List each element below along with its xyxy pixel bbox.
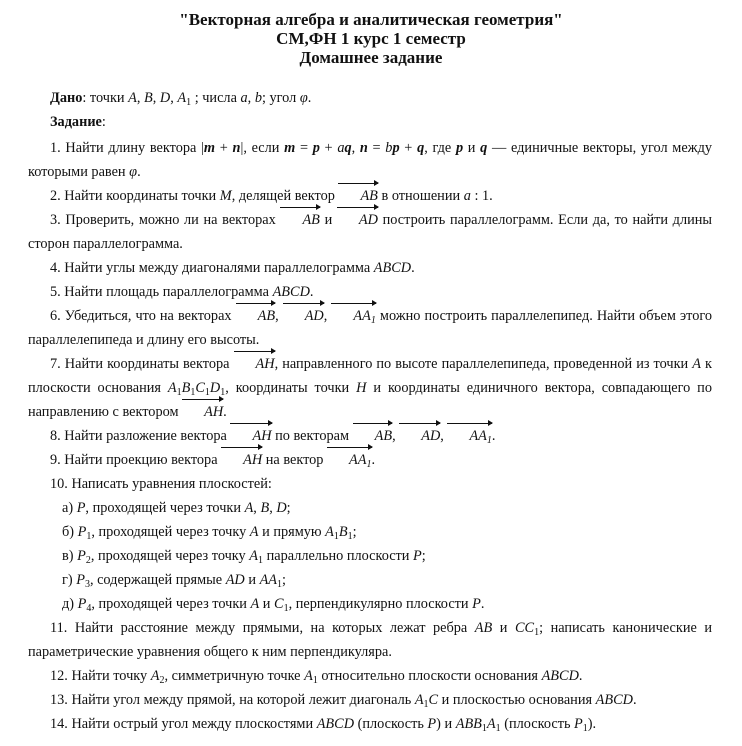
text: , направленного по высоте параллелепипеда, проведенной из точки	[274, 356, 693, 372]
task-item-9	[28, 448, 712, 472]
vector-aa1: $AA_1$	[447, 424, 491, 448]
task-item-13: 13. Найти угол между прямой, на которой лежит диагональ $A_1C$ и плоскостью основания ABCD.	[50, 692, 637, 710]
text: .	[489, 188, 493, 204]
text: , перпендикулярно плоскости	[288, 596, 473, 612]
vector-ab: AB	[353, 424, 392, 448]
document-title: "Векторная алгебра и аналитическая геометрия"	[179, 10, 563, 29]
text: Найти угол между прямой, на которой лежит диагональ	[67, 692, 415, 708]
text: .	[371, 452, 376, 468]
text: Найти углы между диагоналями параллелограмма	[60, 260, 374, 276]
text: и	[244, 572, 260, 588]
vector-ad: AD	[337, 208, 378, 232]
item-number: 7.	[50, 356, 61, 372]
task-item-10d: г) $P_3$, содержащей прямые AD и $AA_1$;	[62, 572, 287, 590]
text: ) и	[436, 716, 456, 732]
item-number: 6.	[50, 308, 61, 324]
text: в отношении	[377, 188, 464, 204]
task-item-10b: б) $P_1$, проходящей через точку A и прямую $A_1B_1$;	[62, 524, 357, 542]
text: ; написать канонические и параметрические уравнения общего к ним перпендикуляра.	[28, 620, 713, 660]
text: на вектор	[262, 452, 328, 468]
text: , если	[243, 140, 285, 156]
text: Найти координаты вектора	[60, 356, 234, 372]
text: относительно плоскости основания	[317, 668, 542, 684]
vector-ah: AH	[230, 424, 271, 448]
text: можно построить параллелепипед. Найти объем этого параллелепипеда и длину его высоты.	[28, 308, 712, 348]
item-letter: г)	[62, 572, 73, 588]
vector-ah: AH	[221, 448, 262, 472]
vector-ab: AB	[236, 304, 275, 328]
course-line: СМ,ФН 1 курс 1 семестр	[276, 29, 466, 48]
item-number: 14.	[50, 716, 68, 732]
item-number: 4.	[50, 260, 61, 276]
text: и	[463, 140, 481, 156]
text: ; угол	[261, 90, 300, 106]
item-letter: в)	[62, 548, 74, 564]
text: .	[632, 692, 637, 708]
given-line: Дано: точки A, B, D, $A_1$ ; числа a, b; угол φ.	[50, 90, 312, 108]
text: , симметричную точке	[164, 668, 305, 684]
document-subtitle: Домашнее задание	[299, 48, 443, 67]
text: Найти длину вектора	[60, 140, 202, 156]
text: ; числа	[191, 90, 241, 106]
task-item-11: 11. Найти расстояние между прямыми, на которых лежат ребра AB и $CC_1$; написать канонические и параметрические уравнения общего к ним перпендикуляра.	[28, 620, 713, 660]
text: Написать уравнения плоскостей:	[67, 476, 272, 492]
text: параллельно плоскости	[263, 548, 414, 564]
text: Найти площадь параллелограмма	[60, 284, 273, 300]
item-letter: д)	[62, 596, 75, 612]
item-number: 12.	[50, 668, 68, 684]
text: Проверить, можно ли на векторах	[60, 212, 281, 228]
item-number: 11.	[50, 620, 68, 636]
text: ;	[352, 524, 357, 540]
text: ;	[421, 548, 426, 564]
vector-ab: AB	[338, 184, 377, 208]
vector-aa1: $AA_1$	[327, 448, 371, 472]
vector-ad: AD	[399, 424, 440, 448]
task-item-10e: д) $P_4$, проходящей через точки A и $C_1$, перпендикулярно плоскости P.	[62, 596, 485, 614]
text: и	[492, 620, 515, 636]
item-number: 9.	[50, 452, 61, 468]
text: и плоскостью основания	[438, 692, 596, 708]
text: Найти проекцию вектора	[60, 452, 222, 468]
text: ;	[286, 500, 291, 516]
vector-ad: AD	[283, 304, 324, 328]
task-item-10a: а) P, проходящей через точки A, B, D;	[62, 500, 291, 516]
item-letter: а)	[62, 500, 74, 516]
text: к плоскости основания	[28, 356, 712, 396]
text: .	[480, 596, 485, 612]
item-letter: б)	[62, 524, 75, 540]
vector-ab: AB	[280, 208, 319, 232]
task-item-12: 12. Найти точку $A_2$, симметричную точке $A_1$ относительно плоскости основания ABCD.	[50, 668, 583, 686]
text: , проходящей через точки	[91, 596, 251, 612]
text: Найти координаты точки	[60, 188, 220, 204]
text: , проходящей через точку	[91, 524, 250, 540]
text: и прямую	[258, 524, 326, 540]
item-number: 3.	[50, 212, 61, 228]
text: и координаты единичного вектора, совпадающего по направлению с вектором	[28, 380, 712, 420]
text: , содержащей прямые	[89, 572, 226, 588]
text: и	[319, 212, 337, 228]
text: построить параллелограмм. Если да, то найти длины сторон параллелограмма.	[28, 212, 712, 252]
document-header	[0, 10, 742, 67]
task-item-2: 2. Найти координаты точки M, делящей вектор AB в отношении a : 1.	[28, 184, 712, 208]
task-item-5: 5. Найти площадь параллелограмма ABCD.	[50, 284, 314, 300]
task-item-7: 7. Найти координаты вектора AH, направленного по высоте параллелепипеда, проведенной из точки A к плоскости основания $A_1B_1C_1D_1$, координаты точки H и координаты единичного вектора, совпадающего по направлению с вектором AH.	[28, 352, 712, 424]
text: по векторам	[271, 428, 353, 444]
text: : точки	[82, 90, 129, 106]
text: (плоскость	[354, 716, 428, 732]
task-label-line: Задание:	[50, 114, 106, 130]
text: .	[491, 428, 496, 444]
item-number: 5.	[50, 284, 61, 300]
text: , координаты точки	[225, 380, 357, 396]
text: .	[223, 404, 227, 420]
text: ).	[587, 716, 597, 732]
task-item-8: 8. Найти разложение вектора AH по векторам AB, AD, $AA_1$.	[28, 424, 712, 448]
text: Найти острый угол между плоскостями	[67, 716, 317, 732]
text: .	[411, 260, 415, 276]
text: (плоскость	[500, 716, 575, 732]
task-item-3	[28, 208, 712, 256]
task-item-10c: в) $P_2$, проходящей через точку $A_1$ параллельно плоскости P;	[62, 548, 426, 566]
text: .	[137, 164, 141, 180]
vector-ah: AH	[182, 400, 223, 424]
text: .	[309, 284, 314, 300]
text: , делящей вектор	[231, 188, 339, 204]
text: ;	[282, 572, 287, 588]
item-number: 13.	[50, 692, 68, 708]
text: Найти точку	[67, 668, 151, 684]
given-label: Дано	[50, 90, 83, 106]
item-number: 10.	[50, 476, 68, 492]
vector-aa1: $AA_1$	[331, 304, 375, 328]
task-item-4: 4. Найти углы между диагоналями параллелограмма ABCD.	[50, 260, 415, 276]
text: .	[578, 668, 583, 684]
text: и	[259, 596, 275, 612]
item-number: 1.	[50, 140, 61, 156]
item-number: 8.	[50, 428, 61, 444]
text: , где	[424, 140, 456, 156]
text: , проходящей через точки	[85, 500, 245, 516]
task-label: Задание	[50, 114, 102, 130]
text: Найти расстояние между прямыми, на которых лежат ребра	[67, 620, 475, 636]
task-item-14: 14. Найти острый угол между плоскостями ABCD (плоскость P) и $ABB_1A_1$ (плоскость $P_1$).	[50, 716, 597, 734]
text: , проходящей через точку	[90, 548, 250, 564]
item-number: 2.	[50, 188, 61, 204]
text: Убедиться, что на векторах	[60, 308, 236, 324]
vector-ah: AH	[234, 352, 275, 376]
task-item-6: 6. Убедиться, что на векторах AB, AD, $AA_1$ можно построить параллелепипед. Найти объем этого параллелепипеда и длину его высоты.	[28, 304, 712, 352]
text: — единичные векторы, угол между которыми равен	[28, 140, 712, 180]
task-item-1: 1. Найти длину вектора |m + n|, если m = p + aq, n = bp + q, где p и q — единичные векторы, угол между которыми равен φ.	[28, 140, 712, 180]
task-item-10	[28, 472, 712, 496]
text: Найти разложение вектора	[60, 428, 231, 444]
